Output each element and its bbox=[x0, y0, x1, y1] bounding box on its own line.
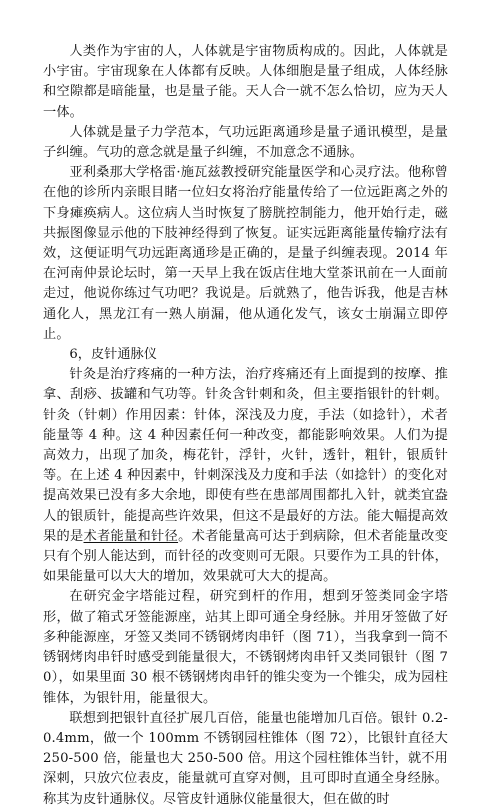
underlined-phrase: 术者能量和针径 bbox=[83, 528, 179, 544]
paragraph-quantum-body: 人体就是量子力学范本，气功远距离通珍是量子通讯模型，是量子纠缠。气功的意念就是量子纠缠，不加意念不通脉。 bbox=[43, 124, 448, 161]
section-heading: 6，皮针通脉仪 bbox=[69, 347, 157, 363]
paragraph-pyramid-research: 在研究金字塔能过程，研究到杆的作用，想到牙签类同金字塔形，做了箱式牙签能源座，站其上即可通全身经脉。并用牙签做了好多种能源座，牙签又类同不锈钢烤肉串钎（图 71），当我拿到一筒不锈钢烤肉串钎时感受到能量很大，不锈钢烤肉串钎又类同银针（图 70），如果里面 30 根不锈钢烤肉串钎的锥尖变为一个锥尖，成为园柱锥体，为银针用，能量很大。 bbox=[43, 589, 448, 706]
paragraph-acupuncture-text-b: 。术者能量高可达于到病除，但术者能量改变只有个别人能达到，而针径的改变则可无限。只要作为工具的针体，如果能量可以大大的增加，效果就可大大的提高。 bbox=[43, 528, 448, 585]
paragraph-needle-diameter: 联想到把银针直径扩展几百倍，能量也能增加几百倍。银针 0.2-0.4mm，做一个 100mm 不锈钢园柱锥体（图 72），比银针直径大 250-500 倍，能量也大 250-500 倍。用这个园柱锥体当针，就不用深刺，只放穴位表皮，能量就可直穿对侧，且可即时直通全身经脉。称其为皮针通脉仪。尽管皮针通脉仪能量很大，但在做的时 bbox=[43, 710, 448, 807]
paragraph-acupuncture bbox=[43, 365, 448, 587]
paragraph-energy-medicine: 亚利桑那大学格雷·施瓦兹教授研究能量医学和心灵疗法。他称曾在他的诊所内亲眼目睹一位妇女将治疗能量传给了一位远距离之外的下身瘫痪病人。这位病人当时恢复了膀胱控制能力，他开始行走，磁共振图像显示他的下肢神经得到了恢复。证实远距离能量传输疗法有效，这便证明气功远距离通珍是正确的，是量子纠缠表现。2014 年在河南仲景论坛时，第一天早上我在饭店住地大堂茶讯前在一人面前走过，他说你练过气功吧？我说是。后就熟了，他告诉我，他是吉林通化人，黑龙江有一熟人崩漏，他从通化发气，该女士崩漏立即停止。 bbox=[43, 165, 448, 342]
paragraph-acupuncture-text-a: 针灸是治疗疼痛的一种方法，治疗疼痛还有上面提到的按摩、推拿、刮痧、拔罐和气功等。针灸含针刺和灸，但主要指银针的针刺。针灸（针刺）作用因素：针体，深浅及力度，手法（如捻针），术者能量等 4 种。这 4 种因素任何一种改变，都能影响效果。人们为提高效力，出现了加灸，梅花针，浮针，火针，透针，粗针，银质针等。在上述 4 种因素中，针刺深浅及力度和手法（如捻针）的变化对提高效果已没有多大余地，即使有些在患部周围都扎入针，就类宜盎人的银质针，能提高些许效果，但这不是最好的方法。能大幅提高效果的是 bbox=[43, 367, 448, 544]
paragraph-human-universe: 人类作为宇宙的人，人体就是宇宙物质构成的。因此，人体就是小宇宙。宇宙现象在人体都有反映。人体细胞是量子组成，人体经脉和空隙都是暗能量，也是量子能。天人合一就不怎么恰切，应为天人一体。 bbox=[43, 44, 448, 120]
